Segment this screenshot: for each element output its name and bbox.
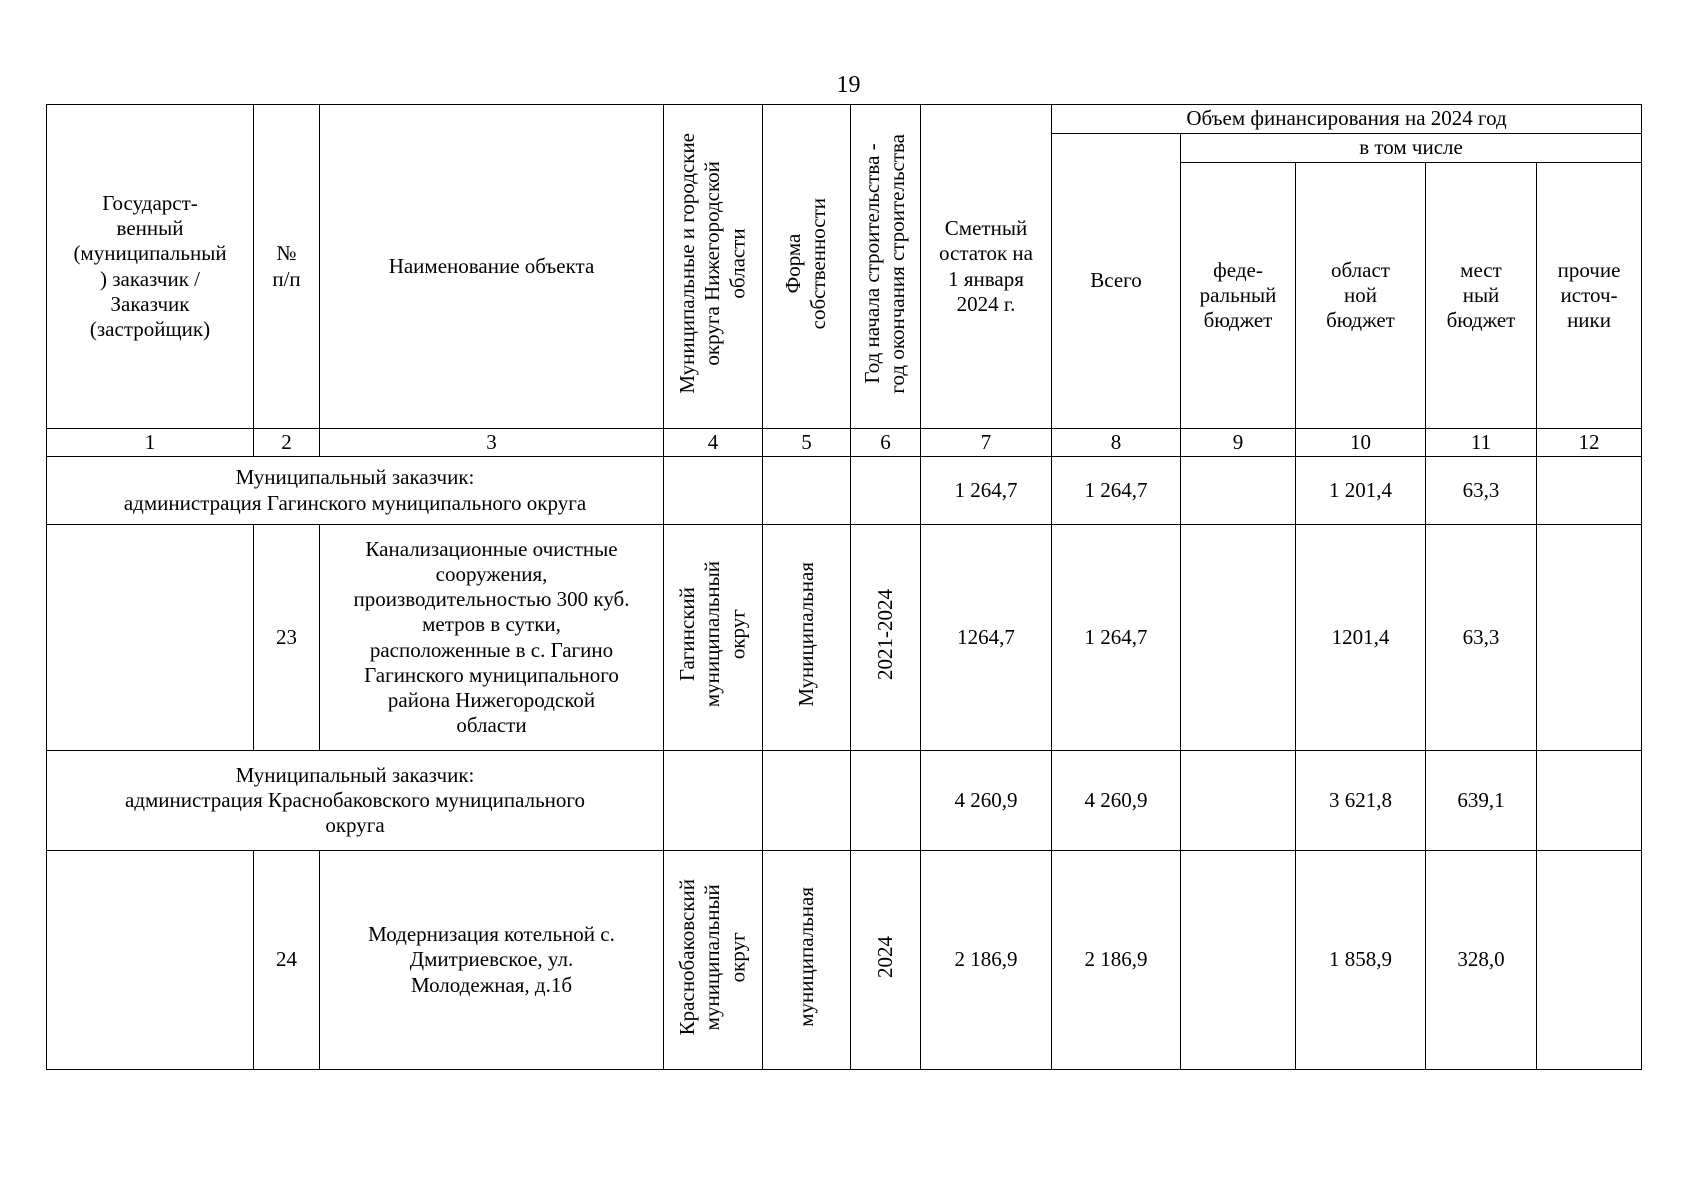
empty-cell: [851, 751, 921, 851]
header-years: Год начала строительства - год окончания строительства: [851, 105, 921, 429]
column-number: 9: [1181, 429, 1296, 457]
remainder-value: 1 264,7: [921, 457, 1052, 525]
ownership-cell: муниципальная: [763, 851, 851, 1070]
header-row-1: [47, 105, 1642, 134]
total-value: 2 186,9: [1052, 851, 1181, 1070]
table-row: [47, 525, 1642, 751]
federal-value: [1181, 457, 1296, 525]
column-number: 5: [763, 429, 851, 457]
other-value: [1537, 525, 1642, 751]
remainder-value: 2 186,9: [921, 851, 1052, 1070]
column-number: 4: [664, 429, 763, 457]
regional-value: 1201,4: [1296, 525, 1426, 751]
object-name: Модернизация котельной с. Дмитриевское, ул. Молодежная, д.1б: [320, 851, 664, 1070]
header-ownership: Форма собственности: [763, 105, 851, 429]
total-value: 1 264,7: [1052, 457, 1181, 525]
column-number: 11: [1426, 429, 1537, 457]
local-value: 63,3: [1426, 525, 1537, 751]
header-remainder: Сметный остаток на 1 января 2024 г.: [921, 105, 1052, 429]
header-customer: Государст- венный (муниципальный ) заказчик / Заказчик (застройщик): [47, 105, 254, 429]
column-number: 7: [921, 429, 1052, 457]
local-value: 639,1: [1426, 751, 1537, 851]
empty-cell: [763, 457, 851, 525]
federal-value: [1181, 525, 1296, 751]
other-value: [1537, 851, 1642, 1070]
other-value: [1537, 751, 1642, 851]
column-number: 12: [1537, 429, 1642, 457]
years-cell: 2024: [851, 851, 921, 1070]
total-value: 4 260,9: [1052, 751, 1181, 851]
header-funding: Объем финансирования на 2024 год: [1052, 105, 1642, 134]
group-customer: Муниципальный заказчик: администрация Краснобаковского муниципального округа: [47, 751, 664, 851]
regional-value: 3 621,8: [1296, 751, 1426, 851]
header-federal: феде- ральный бюджет: [1181, 163, 1296, 429]
column-number: 2: [254, 429, 320, 457]
years-cell: 2021-2024: [851, 525, 921, 751]
ownership-cell: Муниципальная: [763, 525, 851, 751]
header-regional: област ной бюджет: [1296, 163, 1426, 429]
local-value: 328,0: [1426, 851, 1537, 1070]
header-total: Всего: [1052, 134, 1181, 429]
group-row: [47, 457, 1642, 525]
empty-cell: [851, 457, 921, 525]
federal-value: [1181, 851, 1296, 1070]
district-cell: Краснобаковский муниципальный округ: [664, 851, 763, 1070]
financing-table: [46, 104, 1642, 1070]
column-number: 1: [47, 429, 254, 457]
regional-value: 1 201,4: [1296, 457, 1426, 525]
regional-value: 1 858,9: [1296, 851, 1426, 1070]
row-num: 24: [254, 851, 320, 1070]
object-name: Канализационные очистные сооружения, производительностью 300 куб. метров в сутки, расположенные в с. Гагино Гагинского муниципального района Нижегородской области: [320, 525, 664, 751]
header-local: мест ный бюджет: [1426, 163, 1537, 429]
row-num: 23: [254, 525, 320, 751]
empty-cell: [664, 457, 763, 525]
empty-cell: [47, 851, 254, 1070]
district-cell: Гагинский муниципальный округ: [664, 525, 763, 751]
column-number: 10: [1296, 429, 1426, 457]
header-district: Муниципальные и городские округа Нижегородской области: [664, 105, 763, 429]
header-incl: в том числе: [1181, 134, 1642, 163]
empty-cell: [763, 751, 851, 851]
local-value: 63,3: [1426, 457, 1537, 525]
header-object: Наименование объекта: [320, 105, 664, 429]
remainder-value: 4 260,9: [921, 751, 1052, 851]
empty-cell: [664, 751, 763, 851]
other-value: [1537, 457, 1642, 525]
page-number: 19: [836, 72, 861, 98]
group-customer: Муниципальный заказчик: администрация Гагинского муниципального округа: [47, 457, 664, 525]
header-other: прочие источ- ники: [1537, 163, 1642, 429]
column-number: 3: [320, 429, 664, 457]
total-value: 1 264,7: [1052, 525, 1181, 751]
remainder-value: 1264,7: [921, 525, 1052, 751]
header-num: № п/п: [254, 105, 320, 429]
column-number: 6: [851, 429, 921, 457]
group-row: [47, 751, 1642, 851]
table-row: [47, 851, 1642, 1070]
column-number: 8: [1052, 429, 1181, 457]
federal-value: [1181, 751, 1296, 851]
empty-cell: [47, 525, 254, 751]
column-number-row: [47, 429, 1642, 457]
